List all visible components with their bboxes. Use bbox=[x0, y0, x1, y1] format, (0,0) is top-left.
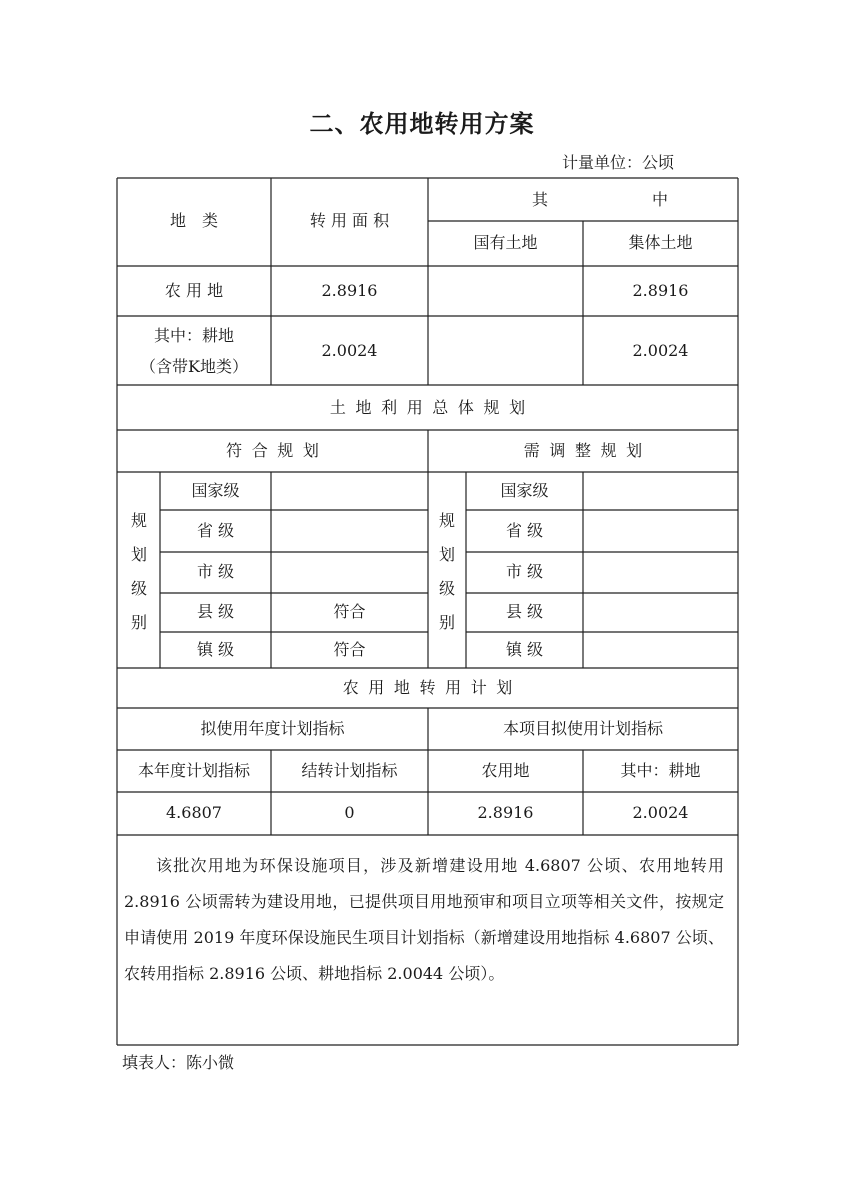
row-cultivated-label-2: （含带K地类） bbox=[140, 357, 248, 376]
val-farmland: 2.8916 bbox=[477, 803, 534, 822]
header-land-type: 地 类 bbox=[169, 211, 218, 230]
row-farmland-label: 农 用 地 bbox=[164, 281, 224, 300]
unit-label: 计量单位：公顷 bbox=[562, 153, 675, 172]
level-town-conform: 符合 bbox=[333, 640, 366, 659]
row-cultivated-label-1: 其中：耕地 bbox=[153, 326, 234, 345]
conversion-proposed-annual: 拟使用年度计划指标 bbox=[200, 719, 345, 738]
level-city-left: 市 级 bbox=[196, 562, 235, 581]
header-of-which-1: 其 bbox=[531, 190, 548, 209]
row-cultivated-collective: 2.0024 bbox=[632, 341, 689, 360]
header-of-which-2: 中 bbox=[651, 190, 668, 209]
header-collective-land: 集体土地 bbox=[628, 233, 693, 252]
header-state-land: 国有土地 bbox=[473, 233, 538, 252]
col-cultivated: 其中：耕地 bbox=[620, 761, 701, 780]
col-farmland: 农用地 bbox=[481, 761, 530, 780]
level-county-conform: 符合 bbox=[333, 602, 366, 621]
val-annual-plan: 4.6807 bbox=[166, 803, 222, 822]
level-national-left: 国家级 bbox=[191, 481, 240, 500]
level-province-right: 省 级 bbox=[505, 521, 544, 540]
conversion-section-title: 农用地转用计划 bbox=[342, 678, 522, 697]
page-title: 二、农用地转用方案 bbox=[309, 110, 535, 138]
col-carryover: 结转计划指标 bbox=[301, 761, 398, 780]
planning-conform: 符合规划 bbox=[226, 441, 329, 460]
row-farmland-area: 2.8916 bbox=[321, 281, 378, 300]
level-county-left: 县 级 bbox=[196, 602, 235, 621]
conversion-project-proposed: 本项目拟使用计划指标 bbox=[502, 719, 663, 738]
val-cultivated: 2.0024 bbox=[632, 803, 689, 822]
planning-adjust: 需调整规划 bbox=[523, 441, 652, 460]
col-annual-plan: 本年度计划指标 bbox=[137, 761, 250, 780]
planning-section-title: 土地利用总体规划 bbox=[329, 398, 535, 417]
val-carryover: 0 bbox=[344, 803, 355, 822]
level-province-left: 省 级 bbox=[196, 521, 235, 540]
level-town-right: 镇 级 bbox=[505, 640, 544, 659]
row-farmland-collective: 2.8916 bbox=[632, 281, 689, 300]
filled-by: 填表人：陈小微 bbox=[122, 1053, 235, 1072]
level-town-left: 镇 级 bbox=[196, 640, 235, 659]
header-area: 转 用 面 积 bbox=[309, 211, 390, 230]
level-county-right: 县 级 bbox=[505, 602, 544, 621]
note-paragraph: 该批次用地为环保设施项目，涉及新增建设用地 4.6807 公顷、农用地转用 2.8916 公顷需转为建设用地，已提供项目用地预审和项目立项等相关文件，按规定申请使用 2019 年度环保设施民生项目计划指标（新增建设用地指标 4.6807 公顷、农转用指标 2.8916 公顷、耕地指标 2.0044 公顷）。 bbox=[124, 856, 724, 983]
level-city-right: 市 级 bbox=[505, 562, 544, 581]
planning-vertical-label-left: 规 划 级 别 bbox=[130, 511, 147, 632]
row-cultivated-area: 2.0024 bbox=[321, 341, 378, 360]
planning-vertical-label-right: 规 划 级 别 bbox=[438, 511, 455, 632]
level-national-right: 国家级 bbox=[500, 481, 549, 500]
